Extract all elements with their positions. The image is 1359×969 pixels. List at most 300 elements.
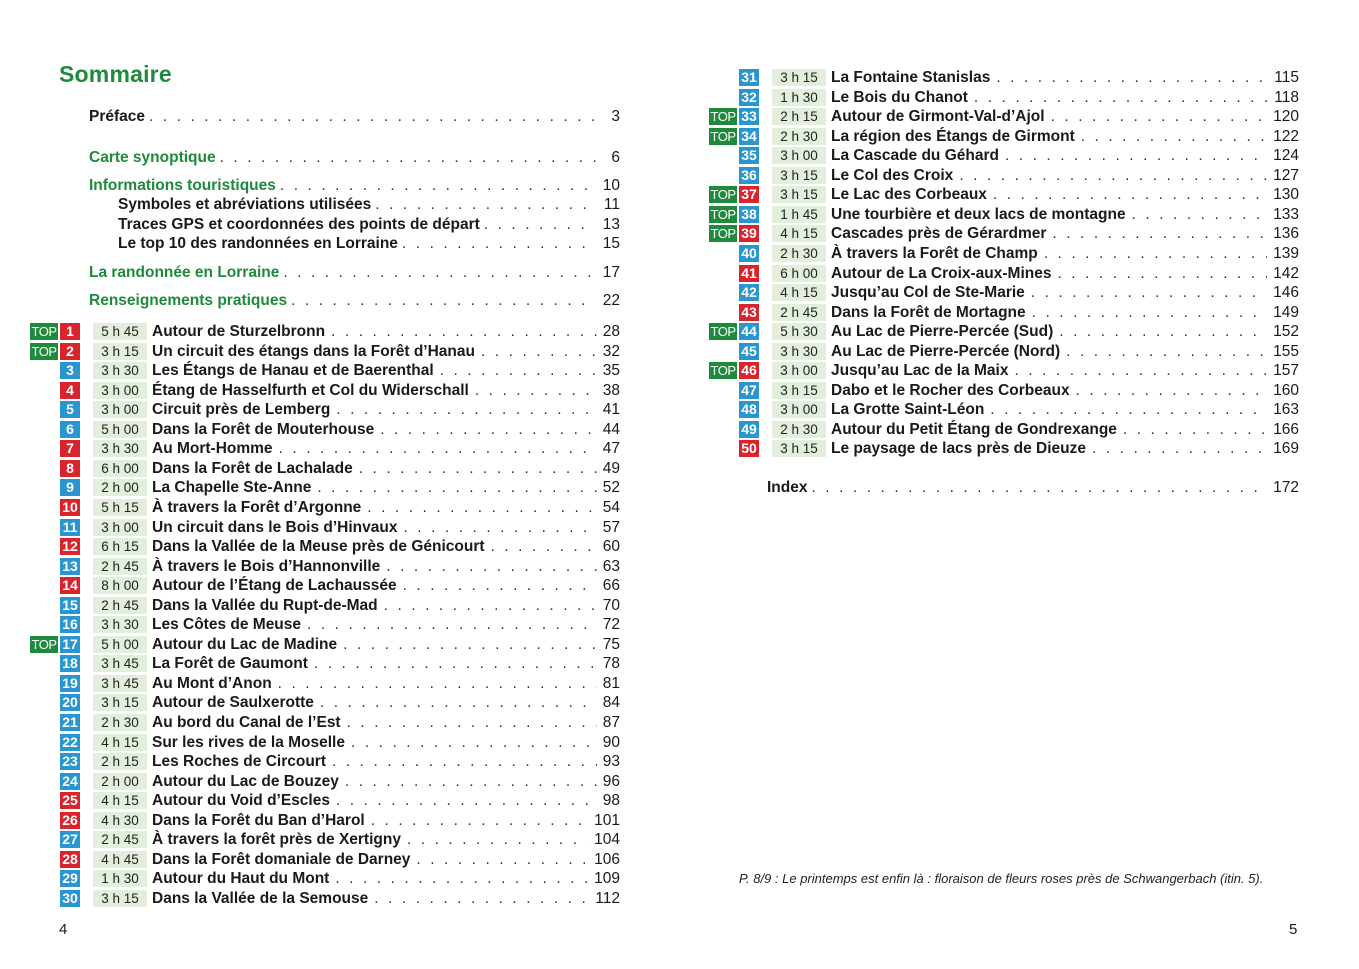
route-number-badge: 4 <box>60 382 80 399</box>
route-number-badge: 46 <box>739 362 759 379</box>
route-duration: 2 h 45 <box>772 304 826 321</box>
route-row[interactable] <box>30 421 620 439</box>
leader-dots <box>996 69 1268 87</box>
route-page: 112 <box>595 890 620 907</box>
route-duration: 4 h 30 <box>93 812 147 829</box>
route-title: Autour du Lac de Bouzey <box>152 773 339 790</box>
route-duration: 2 h 15 <box>772 108 826 125</box>
toc-entry[interactable] <box>89 108 620 126</box>
route-title: Au Lac de Pierre-Percée (Sud) <box>831 323 1054 340</box>
route-row[interactable] <box>709 343 1299 361</box>
route-page: 115 <box>1274 69 1299 86</box>
route-page: 28 <box>602 323 620 340</box>
route-duration: 3 h 00 <box>772 147 826 164</box>
leader-dots <box>283 264 594 282</box>
route-title: Cascades près de Gérardmer <box>831 225 1047 242</box>
route-duration: 3 h 00 <box>93 519 147 536</box>
route-row[interactable] <box>30 460 620 478</box>
route-title: Les Étangs de Hanau et de Baerenthal <box>152 362 434 379</box>
route-title: Autour du Haut du Mont <box>152 870 330 887</box>
toc-entry-label: Traces GPS et coordonnées des points de départ <box>118 216 480 233</box>
route-entry <box>831 323 1299 341</box>
route-number-badge: 30 <box>60 890 80 907</box>
route-title: Jusqu’au Col de Ste-Marie <box>831 284 1025 301</box>
leader-dots <box>491 538 597 556</box>
route-entry <box>152 694 620 712</box>
route-entry <box>152 831 620 849</box>
route-number-badge: 1 <box>60 323 80 340</box>
index-page: 172 <box>1273 479 1299 496</box>
route-row[interactable] <box>709 304 1299 322</box>
leader-dots <box>386 558 596 576</box>
leader-dots <box>811 479 1265 497</box>
route-page: 44 <box>602 421 620 438</box>
route-duration: 3 h 30 <box>93 362 147 379</box>
route-entry <box>152 870 620 888</box>
toc-entry-page: 6 <box>611 149 620 166</box>
route-page: 87 <box>602 714 620 731</box>
route-duration: 5 h 30 <box>772 323 826 340</box>
leader-dots <box>331 323 597 341</box>
route-title: À travers la forêt près de Xertigny <box>152 831 401 848</box>
route-title: Un circuit dans le Bois d’Hinvaux <box>152 519 398 536</box>
route-number-badge: 31 <box>739 69 759 86</box>
route-number-badge: 8 <box>60 460 80 477</box>
toc-entry-label: Renseignements pratiques <box>89 292 288 309</box>
route-number-badge: 23 <box>60 753 80 770</box>
leader-dots <box>974 89 1268 107</box>
route-row[interactable] <box>709 323 1299 341</box>
route-number-badge: 20 <box>60 694 80 711</box>
route-duration: 2 h 00 <box>93 773 147 790</box>
route-row[interactable] <box>709 128 1299 146</box>
toc-entry-label: Symboles et abréviations utilisées <box>118 196 372 213</box>
route-duration: 3 h 15 <box>93 343 147 360</box>
route-row[interactable] <box>709 147 1299 165</box>
route-entry <box>152 890 620 908</box>
route-title: Autour du Petit Étang de Gondrexange <box>831 421 1117 438</box>
route-page: 35 <box>602 362 620 379</box>
toc-entry[interactable] <box>118 235 620 253</box>
route-duration: 8 h 00 <box>93 577 147 594</box>
route-entry <box>152 675 620 693</box>
route-number-badge: 41 <box>739 265 759 282</box>
route-title: Dans la Forêt de Mouterhouse <box>152 421 375 438</box>
route-title: Le Col des Croix <box>831 167 954 184</box>
route-number-badge: 50 <box>739 440 759 457</box>
route-number-badge: 35 <box>739 147 759 164</box>
route-page: 101 <box>594 812 620 829</box>
route-duration: 3 h 30 <box>772 343 826 360</box>
route-page: 104 <box>594 831 620 848</box>
route-row[interactable] <box>30 675 620 693</box>
route-page: 52 <box>602 479 620 496</box>
route-page: 96 <box>602 773 620 790</box>
photo-caption: P. 8/9 : Le printemps est enfin là : floraison de fleurs roses près de Schwangerbach (itin. 5). <box>739 871 1264 886</box>
route-row[interactable] <box>709 362 1299 380</box>
route-row[interactable] <box>30 851 620 869</box>
route-duration: 3 h 00 <box>93 401 147 418</box>
route-title: La Cascade du Géhard <box>831 147 999 164</box>
leader-dots <box>317 479 596 497</box>
leader-dots <box>1092 440 1267 458</box>
route-number-badge: 34 <box>739 128 759 145</box>
route-duration: 2 h 30 <box>772 128 826 145</box>
route-entry <box>831 206 1299 224</box>
route-duration: 1 h 45 <box>772 206 826 223</box>
leader-dots <box>371 812 588 830</box>
leader-dots <box>1014 362 1267 380</box>
route-row[interactable] <box>30 636 620 654</box>
leader-dots <box>484 216 595 234</box>
route-row[interactable] <box>30 890 620 908</box>
route-duration: 3 h 45 <box>93 675 147 692</box>
route-entry <box>831 167 1299 185</box>
route-row[interactable] <box>709 265 1299 283</box>
route-page: 84 <box>602 694 620 711</box>
route-page: 93 <box>602 753 620 770</box>
toc-entry-page: 11 <box>603 196 620 213</box>
leader-dots <box>374 890 589 908</box>
leader-dots <box>1123 421 1267 439</box>
route-entry <box>152 558 620 576</box>
route-row[interactable] <box>709 225 1299 243</box>
route-duration: 3 h 00 <box>772 401 826 418</box>
route-number-badge: 38 <box>739 206 759 223</box>
route-entry <box>831 421 1299 439</box>
leader-dots <box>407 831 588 849</box>
route-row[interactable] <box>30 440 620 458</box>
route-number-badge: 49 <box>739 421 759 438</box>
route-number-badge: 24 <box>60 773 80 790</box>
route-page: 157 <box>1273 362 1299 379</box>
leader-dots <box>367 499 596 517</box>
route-row[interactable] <box>30 577 620 595</box>
leader-dots <box>314 655 597 673</box>
route-duration: 6 h 00 <box>772 265 826 282</box>
route-row[interactable] <box>30 558 620 576</box>
route-title: Dabo et le Rocher des Corbeaux <box>831 382 1070 399</box>
route-number-badge: 10 <box>60 499 80 516</box>
top-badge: TOP <box>31 637 57 652</box>
route-page: 41 <box>602 401 620 418</box>
route-duration: 5 h 00 <box>93 636 147 653</box>
route-page: 130 <box>1273 186 1299 203</box>
route-entry <box>152 499 620 517</box>
route-row[interactable] <box>30 694 620 712</box>
route-page: 149 <box>1273 304 1299 321</box>
route-page: 127 <box>1273 167 1299 184</box>
route-title: Une tourbière et deux lacs de montagne <box>831 206 1126 223</box>
leader-dots <box>380 421 597 439</box>
route-row[interactable] <box>709 89 1299 107</box>
route-row[interactable] <box>30 714 620 732</box>
route-entry <box>831 108 1299 126</box>
route-duration: 4 h 15 <box>772 284 826 301</box>
route-entry <box>831 382 1299 400</box>
leader-dots <box>1031 284 1267 302</box>
leader-dots <box>279 440 597 458</box>
route-number-badge: 13 <box>60 558 80 575</box>
toc-entry-page: 10 <box>602 177 620 194</box>
route-number-badge: 29 <box>60 870 80 887</box>
route-title: Autour du Void d’Escles <box>152 792 330 809</box>
route-title: Dans la Forêt de Lachalade <box>152 460 353 477</box>
leader-dots <box>320 694 597 712</box>
route-row[interactable] <box>30 479 620 497</box>
route-page: 54 <box>602 499 620 516</box>
route-entry <box>152 362 620 380</box>
route-title: La Fontaine Stanislas <box>831 69 991 86</box>
route-page: 152 <box>1273 323 1299 340</box>
route-page: 124 <box>1273 147 1299 164</box>
route-title: Au bord du Canal de l’Est <box>152 714 341 731</box>
route-duration: 2 h 30 <box>772 245 826 262</box>
leader-dots <box>440 362 597 380</box>
toc-entry-label: Carte synoptique <box>89 149 216 166</box>
route-page: 146 <box>1273 284 1299 301</box>
route-page: 120 <box>1273 108 1299 125</box>
toc-entry[interactable] <box>89 177 620 195</box>
route-entry <box>152 851 620 869</box>
toc-entry[interactable] <box>89 292 620 310</box>
route-entry <box>152 577 620 595</box>
leader-dots <box>1059 323 1267 341</box>
route-page: 118 <box>1274 89 1299 106</box>
route-row[interactable] <box>709 440 1299 458</box>
route-row[interactable] <box>30 597 620 615</box>
toc-entry-page: 15 <box>602 235 620 252</box>
route-duration: 4 h 15 <box>93 792 147 809</box>
route-row[interactable] <box>30 362 620 380</box>
route-number-badge: 26 <box>60 812 80 829</box>
route-row[interactable] <box>30 323 620 341</box>
route-entry <box>152 812 620 830</box>
route-number-badge: 11 <box>60 519 80 536</box>
route-row[interactable] <box>30 343 620 361</box>
route-title: Autour de La Croix-aux-Mines <box>831 265 1052 282</box>
route-title: Les Côtes de Meuse <box>152 616 302 633</box>
toc-entry-page: 3 <box>611 108 620 125</box>
route-entry <box>831 225 1299 243</box>
route-entry <box>152 655 620 673</box>
route-title: Le Bois du Chanot <box>831 89 968 106</box>
route-entry <box>152 460 620 478</box>
route-duration: 3 h 15 <box>772 167 826 184</box>
route-page: 75 <box>602 636 620 653</box>
route-row[interactable] <box>709 421 1299 439</box>
route-duration: 2 h 45 <box>93 831 147 848</box>
top-badge: TOP <box>710 129 736 144</box>
route-duration: 2 h 15 <box>93 753 147 770</box>
route-number-badge: 27 <box>60 831 80 848</box>
route-page: 38 <box>602 382 620 399</box>
route-number-badge: 42 <box>739 284 759 301</box>
route-entry <box>152 753 620 771</box>
route-title: Au Lac de Pierre-Percée (Nord) <box>831 343 1061 360</box>
route-row[interactable] <box>30 538 620 556</box>
top-badge: TOP <box>710 324 736 339</box>
route-page: 49 <box>602 460 620 477</box>
leader-dots <box>1076 382 1268 400</box>
route-row[interactable] <box>30 831 620 849</box>
route-page: 142 <box>1273 265 1299 282</box>
leader-dots <box>959 167 1267 185</box>
route-title: Dans la Vallée du Rupt-de-Mad <box>152 597 378 614</box>
toc-entry[interactable] <box>118 216 620 234</box>
toc-entry[interactable] <box>118 196 620 214</box>
route-entry <box>152 597 620 615</box>
leader-dots <box>375 196 596 214</box>
route-title: Autour de Saulxerotte <box>152 694 314 711</box>
route-duration: 2 h 45 <box>93 558 147 575</box>
route-title: Étang de Hasselfurth et Col du Widerschall <box>152 382 469 399</box>
route-duration: 1 h 30 <box>772 89 826 106</box>
route-entry <box>152 519 620 537</box>
leader-dots <box>481 343 597 361</box>
route-row[interactable] <box>30 812 620 830</box>
route-entry <box>831 265 1299 283</box>
top-badge: TOP <box>710 109 736 124</box>
top-badge: TOP <box>710 363 736 378</box>
route-duration: 3 h 30 <box>93 440 147 457</box>
toc-entry[interactable] <box>89 264 620 282</box>
toc-entry-page: 17 <box>602 264 620 281</box>
route-entry <box>831 362 1299 380</box>
route-title: Les Roches de Circourt <box>152 753 326 770</box>
leader-dots <box>351 734 597 752</box>
route-title: Dans la Forêt domaniale de Darney <box>152 851 411 868</box>
route-row[interactable] <box>709 206 1299 224</box>
route-row[interactable] <box>30 655 620 673</box>
route-row[interactable] <box>30 499 620 517</box>
leader-dots <box>307 616 597 634</box>
route-duration: 3 h 15 <box>772 440 826 457</box>
route-title: Dans la Vallée de la Meuse près de Génicourt <box>152 538 485 555</box>
route-entry <box>831 89 1299 107</box>
route-duration: 3 h 00 <box>772 362 826 379</box>
route-entry <box>831 440 1299 458</box>
leader-dots <box>403 519 596 537</box>
route-row[interactable] <box>30 401 620 419</box>
route-title: Sur les rives de la Moselle <box>152 734 345 751</box>
route-row[interactable] <box>30 773 620 791</box>
route-number-badge: 7 <box>60 440 80 457</box>
route-page: 133 <box>1273 206 1299 223</box>
toc-entry[interactable] <box>89 149 620 167</box>
route-page: 47 <box>602 440 620 457</box>
index-entry[interactable] <box>767 479 1299 497</box>
route-number-badge: 39 <box>739 225 759 242</box>
leader-dots <box>1051 108 1268 126</box>
top-badge: TOP <box>31 324 57 339</box>
route-page: 169 <box>1273 440 1299 457</box>
top-badge: TOP <box>710 226 736 241</box>
route-number-badge: 37 <box>739 186 759 203</box>
route-entry <box>831 147 1299 165</box>
route-title: La Grotte Saint-Léon <box>831 401 985 418</box>
leader-dots <box>347 714 597 732</box>
route-row[interactable] <box>709 284 1299 302</box>
leader-dots <box>359 460 597 478</box>
route-duration: 1 h 30 <box>93 870 147 887</box>
route-page: 155 <box>1273 343 1299 360</box>
route-entry <box>831 343 1299 361</box>
route-number-badge: 36 <box>739 167 759 184</box>
route-row[interactable] <box>30 616 620 634</box>
route-number-badge: 40 <box>739 245 759 262</box>
toc-entry-label: Informations touristiques <box>89 177 276 194</box>
route-title: Autour du Lac de Madine <box>152 636 338 653</box>
leader-dots <box>993 186 1267 204</box>
route-row[interactable] <box>30 734 620 752</box>
route-title: Autour de l’Étang de Lachaussée <box>152 577 397 594</box>
route-title: La Forêt de Gaumont <box>152 655 308 672</box>
route-entry <box>831 304 1299 322</box>
route-entry <box>831 128 1299 146</box>
route-number-badge: 22 <box>60 734 80 751</box>
route-number-badge: 6 <box>60 421 80 438</box>
route-duration: 2 h 45 <box>93 597 147 614</box>
route-row[interactable] <box>709 186 1299 204</box>
route-number-badge: 3 <box>60 362 80 379</box>
route-row[interactable] <box>709 69 1299 87</box>
route-entry <box>152 421 620 439</box>
route-entry <box>831 284 1299 302</box>
route-row[interactable] <box>30 519 620 537</box>
route-duration: 3 h 15 <box>93 890 147 907</box>
route-entry <box>152 401 620 419</box>
leader-dots <box>1081 128 1267 146</box>
route-page: 98 <box>602 792 620 809</box>
toc-entry-label: Le top 10 des randonnées en Lorraine <box>118 235 398 252</box>
leader-dots <box>345 773 597 791</box>
route-entry <box>152 616 620 634</box>
route-page: 136 <box>1273 225 1299 242</box>
leader-dots <box>336 792 597 810</box>
route-row[interactable] <box>709 108 1299 126</box>
route-title: La Chapelle Ste-Anne <box>152 479 312 496</box>
leader-dots <box>1044 245 1267 263</box>
route-page: 78 <box>602 655 620 672</box>
route-row[interactable] <box>709 167 1299 185</box>
route-row[interactable] <box>709 401 1299 419</box>
route-entry <box>152 323 620 341</box>
route-page: 109 <box>594 870 620 887</box>
route-page: 57 <box>602 519 620 536</box>
route-page: 81 <box>602 675 620 692</box>
leader-dots <box>336 401 596 419</box>
route-number-badge: 43 <box>739 304 759 321</box>
page-title: Sommaire <box>59 61 172 87</box>
route-title: Au Mont d’Anon <box>152 675 272 692</box>
route-number-badge: 2 <box>60 343 80 360</box>
route-row[interactable] <box>30 753 620 771</box>
route-title: Autour de Sturzelbronn <box>152 323 326 340</box>
route-title: Autour de Girmont-Val-d’Ajol <box>831 108 1045 125</box>
route-row[interactable] <box>30 382 620 400</box>
route-row[interactable] <box>709 382 1299 400</box>
route-title: Le Lac des Corbeaux <box>831 186 987 203</box>
leader-dots <box>291 292 595 310</box>
route-row[interactable] <box>30 792 620 810</box>
route-row[interactable] <box>30 870 620 888</box>
route-number-badge: 12 <box>60 538 80 555</box>
leader-dots <box>343 636 597 654</box>
route-number-badge: 28 <box>60 851 80 868</box>
route-row[interactable] <box>709 245 1299 263</box>
route-title: Jusqu’au Lac de la Maix <box>831 362 1009 379</box>
